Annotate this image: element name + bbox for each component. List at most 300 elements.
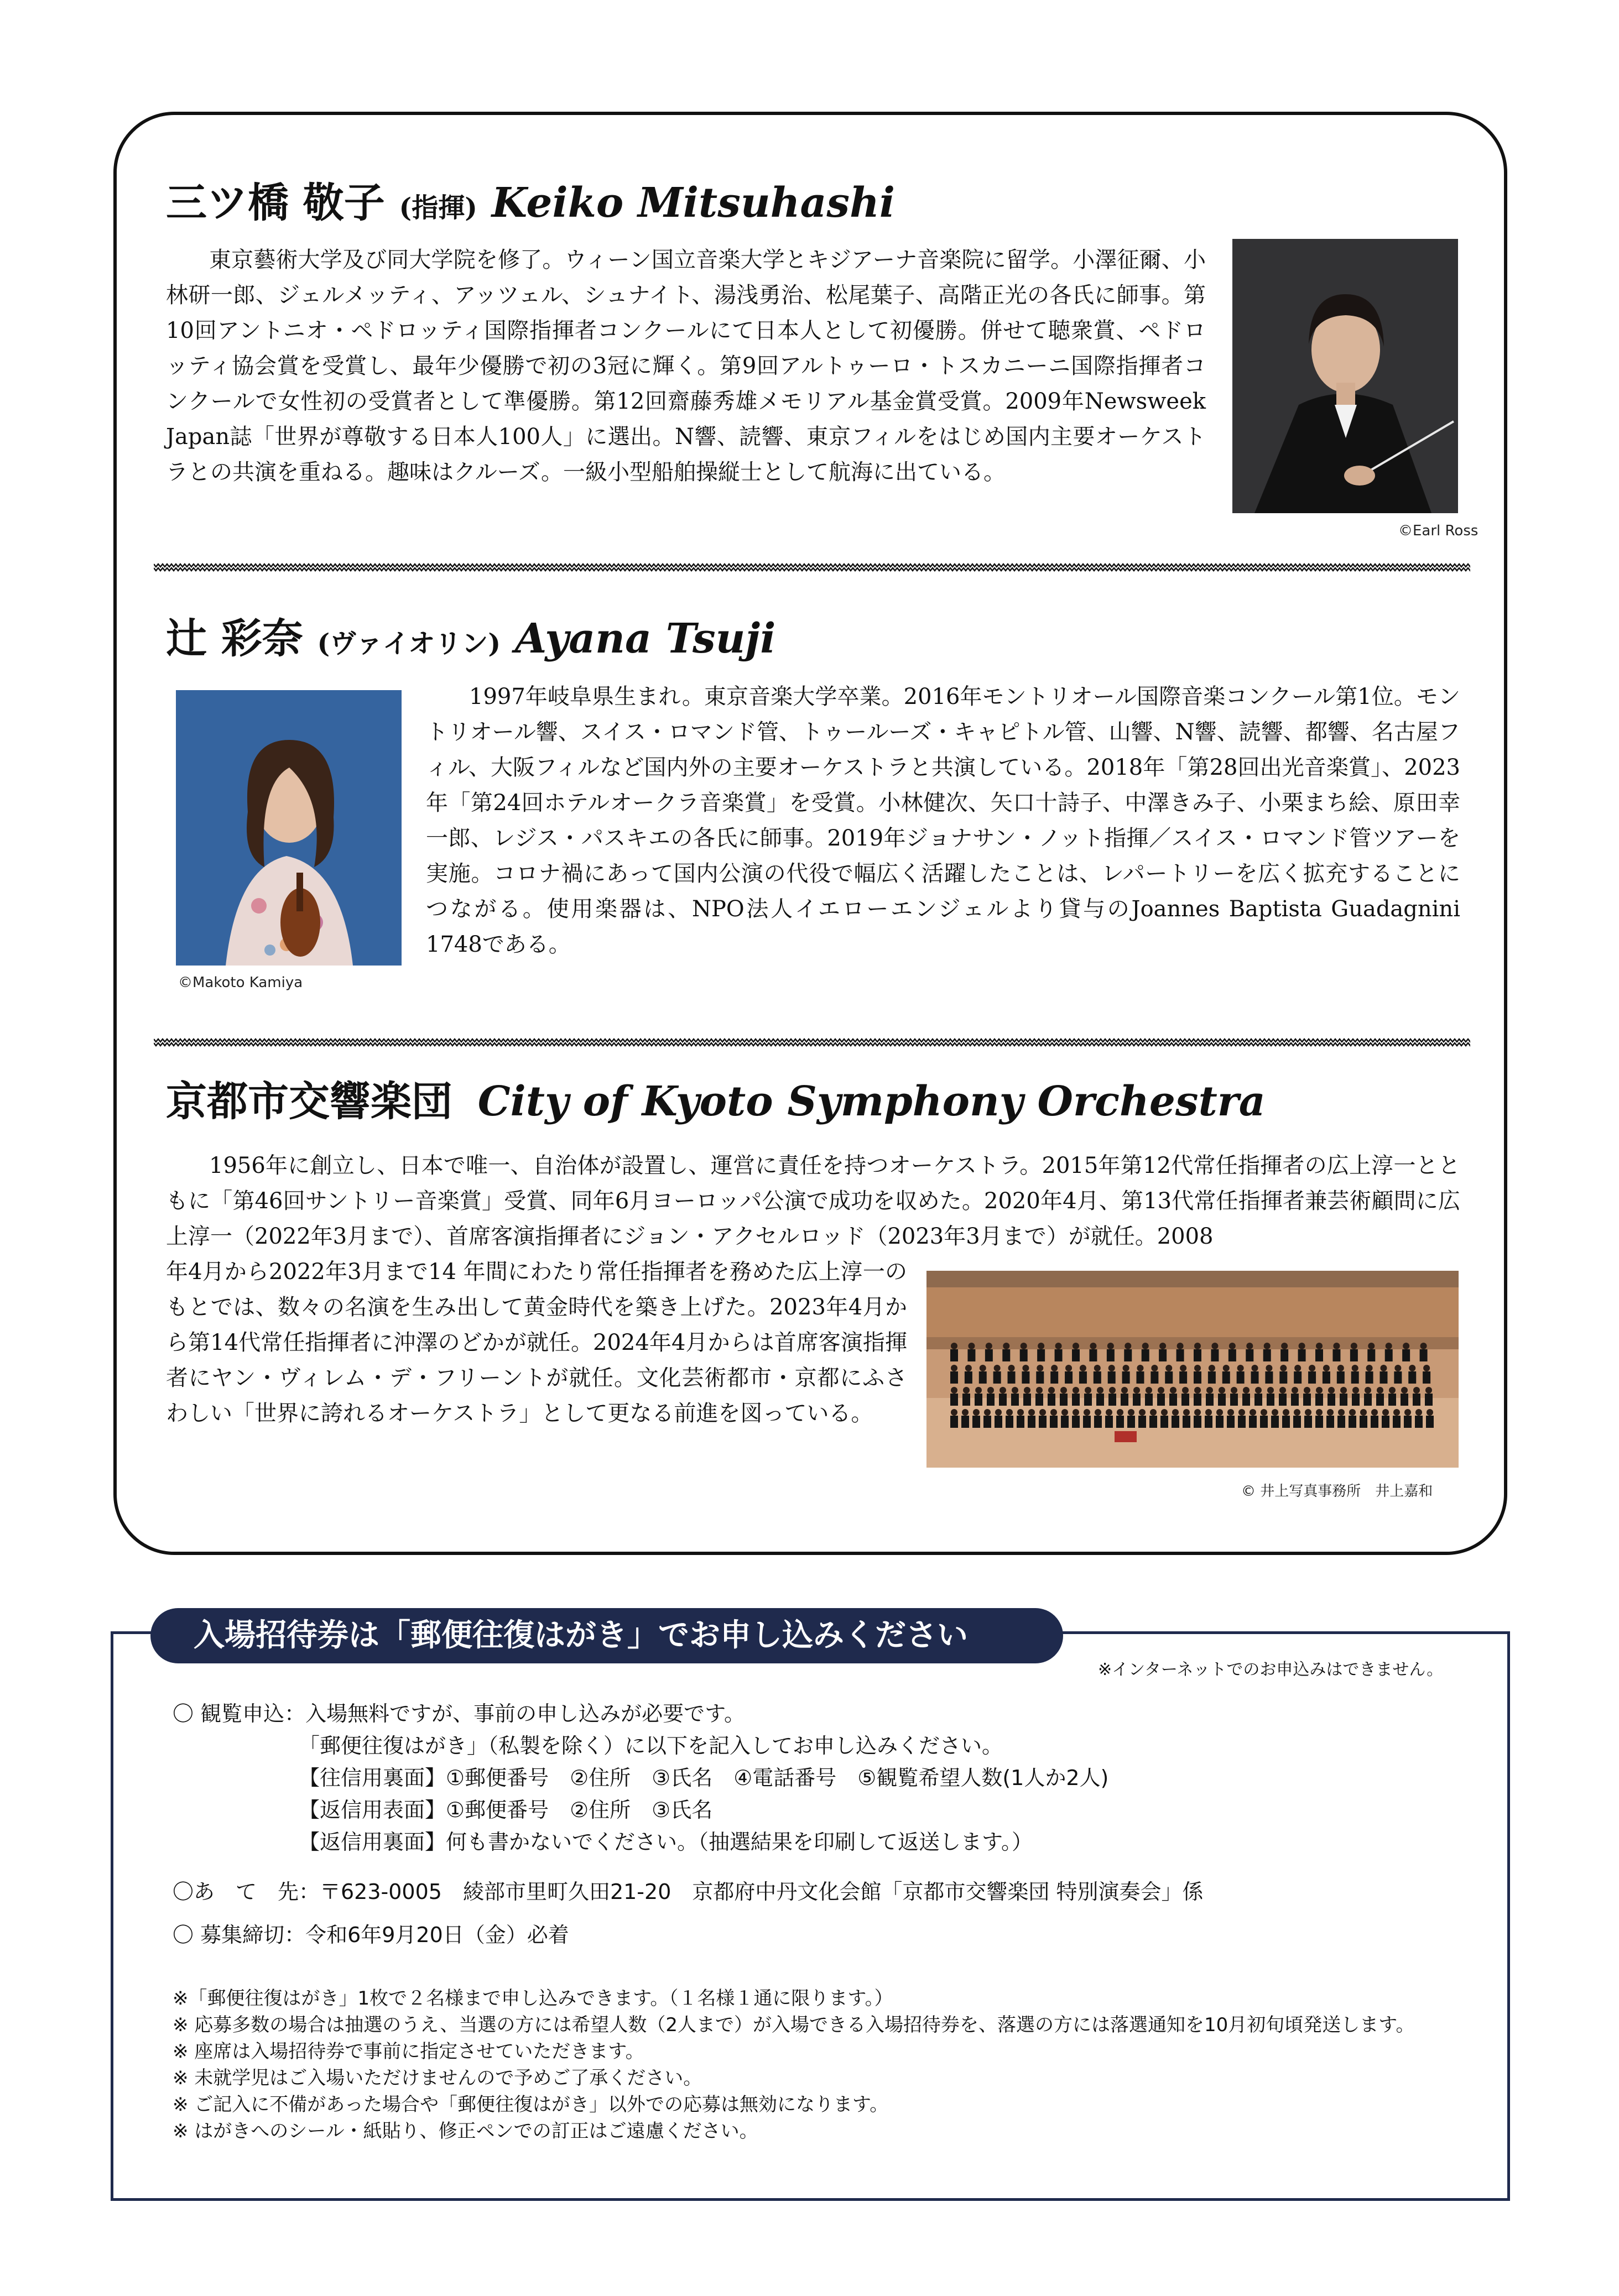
- musician-head: [975, 1387, 982, 1394]
- musician-head: [1371, 1409, 1378, 1416]
- conductor-name-en: Keiko Mitsuhashi: [491, 179, 896, 227]
- musician-body: [1107, 1349, 1115, 1361]
- conductor-bio: 東京藝術大学及び同大学院を修了。ウィーン国立音楽大学とキジアーナ音楽院に留学。小澤征爾、小林研一郎、ジェルメッティ、アッツェル、シュナイト、湯浅勇治、松尾葉子、高階正光の各氏に師事。第10回アントニオ・ペドロッティ国際指揮者コンクールにて日本人として初優勝。併せて聴衆賞、ペドロッティ協会賞を受賞し、最年少優勝で初の3冠に輝く。第9回アルトゥーロ・トスカニーニ国際指揮者コンクールで女性初の受賞者として準優勝。第12回齋藤秀雄メモリアル基金賞受賞。2009年Newsweek Japan誌「世界が尊敬する日本人100人」に選出。N響、読響、東京フィルをはじめ国内主要オーケストラとの共演を重ねる。趣味はクルーズ。一級小型船舶操縦士として航海に出ている。: [166, 247, 1228, 485]
- musician-body: [950, 1394, 958, 1406]
- musician-body: [1050, 1371, 1058, 1384]
- musician-head: [1055, 1343, 1062, 1349]
- musician-body: [1376, 1394, 1384, 1406]
- musician-head: [1108, 1365, 1115, 1371]
- musician-head: [1206, 1387, 1213, 1394]
- musician-body: [965, 1371, 972, 1384]
- musician-body: [1036, 1371, 1044, 1384]
- apply-line-3: 【往信用裏面】①郵便番号 ②住所 ③氏名 ④電話番号 ⑤観覧希望人数(1人か2人): [299, 1766, 1109, 1790]
- musician-body: [1206, 1394, 1214, 1406]
- musician-head: [1427, 1409, 1433, 1416]
- musician-head: [1420, 1343, 1427, 1349]
- musician-body: [1337, 1416, 1345, 1428]
- musician-body: [1159, 1349, 1167, 1361]
- musician-body: [993, 1371, 1001, 1384]
- musician-body: [1364, 1394, 1372, 1406]
- musician-head: [1360, 1409, 1367, 1416]
- musician-body: [1072, 1394, 1080, 1406]
- musician-head: [1137, 1365, 1143, 1371]
- musician-body: [1282, 1416, 1290, 1428]
- musician-body: [1149, 1416, 1157, 1428]
- note-item: ※ ご記入に不備があった場合や「郵便往復はがき」以外での応募は無効になります。: [173, 2094, 889, 2116]
- musician-body: [1142, 1349, 1149, 1361]
- musician-body: [1423, 1371, 1430, 1384]
- no-internet-note: ※インターネットでのお申込みはできません。: [1098, 1660, 1444, 1679]
- orchestra-heading: [166, 1078, 1266, 1125]
- musician-head: [1051, 1365, 1058, 1371]
- musician-body: [1133, 1394, 1141, 1406]
- musician-body: [950, 1371, 958, 1384]
- musician-body: [1179, 1371, 1187, 1384]
- musician-head: [1327, 1409, 1334, 1416]
- musician-head: [973, 1409, 980, 1416]
- musician-body: [1116, 1416, 1124, 1428]
- conductor-name-jp: 三ツ橋 敬子: [166, 179, 385, 227]
- musician-head: [1090, 1343, 1096, 1349]
- musician-body: [1298, 1349, 1306, 1361]
- musician-body: [1388, 1394, 1396, 1406]
- musician-body: [1315, 1416, 1323, 1428]
- musician-head: [995, 1409, 1002, 1416]
- musician-body: [1006, 1416, 1013, 1428]
- musician-body: [987, 1394, 995, 1406]
- musician-body: [1089, 1349, 1097, 1361]
- musician-body: [985, 1349, 993, 1361]
- musician-body: [1176, 1349, 1184, 1361]
- musician-head: [1264, 1343, 1271, 1349]
- musician-head: [987, 1387, 994, 1394]
- musician-body: [1271, 1416, 1279, 1428]
- musician-body: [1160, 1416, 1168, 1428]
- musician-body: [961, 1416, 969, 1428]
- musician-head: [1128, 1409, 1134, 1416]
- musician-body: [1194, 1371, 1201, 1384]
- musician-head: [1216, 1409, 1223, 1416]
- musician-head: [1177, 1343, 1184, 1349]
- musician-head: [1316, 1343, 1323, 1349]
- musician-head: [1250, 1409, 1256, 1416]
- musician-body: [1218, 1394, 1226, 1406]
- musician-head: [1194, 1409, 1201, 1416]
- musician-head: [965, 1365, 972, 1371]
- orchestra-photo: [926, 1271, 1459, 1468]
- musician-body: [1251, 1371, 1259, 1384]
- musician-body: [1008, 1371, 1016, 1384]
- musician-body: [1404, 1416, 1412, 1428]
- note-item: ※ 未就学児はご入場いただけませんので予めご了承ください。: [173, 2067, 702, 2089]
- musician-head: [1094, 1365, 1101, 1371]
- musician-body: [1020, 1349, 1028, 1361]
- musician-head: [1150, 1409, 1157, 1416]
- musician-body: [1385, 1349, 1393, 1361]
- musician-head: [1073, 1409, 1079, 1416]
- musician-body: [1108, 1371, 1116, 1384]
- musician-body: [1393, 1416, 1401, 1428]
- musician-head: [1366, 1365, 1373, 1371]
- musician-head: [1351, 1343, 1357, 1349]
- musician-head: [986, 1343, 992, 1349]
- musician-head: [962, 1409, 969, 1416]
- musician-head: [1340, 1387, 1347, 1394]
- musician-head: [1008, 1365, 1015, 1371]
- musician-head: [1380, 1365, 1387, 1371]
- musician-body: [1238, 1416, 1246, 1428]
- musician-head: [1050, 1409, 1057, 1416]
- musician-body: [1096, 1394, 1104, 1406]
- musician-body: [1050, 1416, 1058, 1428]
- musician-head: [1048, 1387, 1055, 1394]
- apply-line-4: 【返信用表面】①郵便番号 ②住所 ③氏名: [299, 1798, 713, 1822]
- musician-head: [1080, 1365, 1086, 1371]
- musician-body: [972, 1416, 980, 1428]
- musician-head: [1413, 1387, 1420, 1394]
- musician-body: [1420, 1349, 1428, 1361]
- musician-body: [1205, 1416, 1212, 1428]
- musician-head: [1161, 1409, 1168, 1416]
- musician-body: [962, 1394, 970, 1406]
- conductor-photo: [1232, 239, 1458, 513]
- musician-body: [1304, 1416, 1312, 1428]
- musician-body: [1265, 1371, 1273, 1384]
- musician-body: [1065, 1371, 1073, 1384]
- musician-head: [1211, 1343, 1218, 1349]
- musician-body: [1194, 1416, 1201, 1428]
- musician-head: [1365, 1387, 1371, 1394]
- musician-body: [1222, 1371, 1230, 1384]
- musician-head: [1107, 1343, 1114, 1349]
- section-divider: [154, 562, 1470, 572]
- musician-head: [1209, 1365, 1215, 1371]
- note-item: ※ はがきへのシール・紙貼り、修正ペンでの訂正はご遠慮ください。: [173, 2120, 758, 2142]
- musician-body: [1280, 1349, 1288, 1361]
- section-divider: [154, 1037, 1470, 1047]
- musician-head: [1292, 1387, 1298, 1394]
- musician-body: [1366, 1371, 1373, 1384]
- musician-head: [1323, 1365, 1330, 1371]
- musician-head: [1073, 1343, 1079, 1349]
- musician-head: [1328, 1387, 1335, 1394]
- musician-body: [1260, 1416, 1268, 1428]
- musician-body: [1037, 1349, 1045, 1361]
- musician-body: [1094, 1371, 1101, 1384]
- musician-body: [1379, 1371, 1387, 1384]
- musician-head: [1266, 1365, 1272, 1371]
- musician-head: [1394, 1365, 1401, 1371]
- musician-body: [1332, 1349, 1340, 1361]
- musician-body: [1151, 1371, 1158, 1384]
- apply-line-1: 〇 観覧申込：入場無料ですが、事前の申し込みが必要です。: [173, 1702, 746, 1726]
- musician-body: [1349, 1416, 1356, 1428]
- musician-body: [1022, 1371, 1029, 1384]
- musician-head: [1299, 1343, 1305, 1349]
- musician-head: [951, 1387, 957, 1394]
- violinist-role: (ヴァイオリン): [317, 628, 501, 659]
- musician-body: [999, 1394, 1007, 1406]
- note-item: ※ 座席は入場招待券で事前に指定させていただきます。: [173, 2041, 644, 2063]
- musician-body: [1315, 1394, 1323, 1406]
- violinist-name-en: Ayana Tsuji: [514, 615, 776, 662]
- musician-body: [1079, 1371, 1087, 1384]
- musician-body: [1039, 1416, 1047, 1428]
- musician-body: [1294, 1371, 1302, 1384]
- musician-body: [1084, 1394, 1092, 1406]
- musician-head: [1219, 1387, 1225, 1394]
- musician-head: [1021, 1343, 1027, 1349]
- musician-body: [1172, 1416, 1179, 1428]
- musician-body: [1352, 1394, 1360, 1406]
- musician-body: [1194, 1349, 1201, 1361]
- musician-body: [1072, 1416, 1080, 1428]
- violinist-heading: [166, 615, 776, 662]
- musician-body: [1340, 1394, 1347, 1406]
- musician-body: [1181, 1394, 1189, 1406]
- musician-body: [1138, 1416, 1146, 1428]
- conductor-role: (指揮): [399, 192, 477, 223]
- musician-body: [1413, 1394, 1420, 1406]
- musician-head: [1403, 1343, 1409, 1349]
- musician-body: [1382, 1416, 1389, 1428]
- musician-body: [1145, 1394, 1153, 1406]
- musician-body: [1121, 1394, 1128, 1406]
- musician-head: [1409, 1365, 1415, 1371]
- apply-line-5: 【返信用裏面】何も書かないでください。（抽選結果を印刷して返送します。）: [299, 1830, 1033, 1854]
- musician-head: [1252, 1365, 1258, 1371]
- violinist-photo-credit: ©Makoto Kamiya: [178, 974, 303, 991]
- musician-head: [1158, 1387, 1164, 1394]
- musician-head: [1065, 1365, 1072, 1371]
- musician-body: [1425, 1394, 1433, 1406]
- musician-head: [1028, 1409, 1035, 1416]
- musician-body: [1002, 1349, 1010, 1361]
- musician-body: [1072, 1349, 1080, 1361]
- musician-head: [1024, 1387, 1030, 1394]
- musician-head: [1281, 1343, 1288, 1349]
- musician-body: [1094, 1416, 1102, 1428]
- musician-body: [1291, 1394, 1299, 1406]
- musician-head: [1006, 1409, 1013, 1416]
- musician-head: [1377, 1387, 1383, 1394]
- musician-body: [1122, 1371, 1130, 1384]
- musician-body: [1011, 1394, 1019, 1406]
- musician-head: [1237, 1365, 1244, 1371]
- musician-head: [1229, 1343, 1236, 1349]
- musician-head: [1165, 1365, 1172, 1371]
- musician-head: [1349, 1409, 1356, 1416]
- musician-head: [1159, 1343, 1166, 1349]
- musician-head: [1272, 1409, 1278, 1416]
- musician-head: [963, 1387, 970, 1394]
- musician-body: [1246, 1349, 1253, 1361]
- musician-head: [1294, 1365, 1301, 1371]
- musician-head: [1382, 1409, 1389, 1416]
- musician-head: [1073, 1387, 1079, 1394]
- violinist-name-jp: 辻 彩奈: [166, 615, 303, 662]
- musician-head: [1095, 1409, 1101, 1416]
- musician-head: [1267, 1387, 1274, 1394]
- musician-body: [1426, 1416, 1434, 1428]
- musician-head: [1012, 1387, 1018, 1394]
- musician-body: [967, 1349, 975, 1361]
- musician-head: [1316, 1409, 1323, 1416]
- musician-body: [1308, 1371, 1316, 1384]
- musician-head: [1246, 1343, 1253, 1349]
- musician-head: [1151, 1365, 1158, 1371]
- musician-body: [1028, 1416, 1035, 1428]
- conductor-photo-credit: ©Earl Ross: [1398, 523, 1479, 539]
- musician-head: [1231, 1387, 1237, 1394]
- musician-body: [1183, 1416, 1190, 1428]
- musician-head: [951, 1343, 957, 1349]
- musician-head: [1279, 1387, 1286, 1394]
- musician-head: [1146, 1387, 1152, 1394]
- musician-body: [1157, 1394, 1165, 1406]
- musician-body: [1394, 1371, 1402, 1384]
- musician-head: [1017, 1409, 1024, 1416]
- musician-head: [994, 1365, 1001, 1371]
- violinist-bio: 1997年岐阜県生まれ。東京音楽大学卒業。2016年モントリオール国際音楽コンクール第1位。モントリオール響、スイス・ロマンド管、トゥールーズ・キャピトル管、山響、N響、読響、都響、名古屋フィル、大阪フィルなど国内外の主要オーケストラと共演している。2018年「第28回出光音楽賞」、2023年「第24回ホテルオークラ音楽賞」を受賞。小林健次、矢口十詩子、中澤きみ子、小栗まち絵、原田幸一郎、レジス・パスキエの各氏に師事。2019年ジョナサン・ノット指揮／スイス・ロマンド管ツアーを実施。コロナ禍にあって国内公演の代役で幅広く活躍したことは、レパートリーを広く拡充することにつながる。使用楽器は、NPO法人イエローエンジェルより貸与のJoannes Baptista Guadagnini 1748である。: [426, 684, 1460, 957]
- musician-head: [1139, 1409, 1146, 1416]
- musician-body: [1263, 1349, 1271, 1361]
- musician-head: [1280, 1365, 1287, 1371]
- musician-body: [1055, 1349, 1063, 1361]
- musician-head: [1423, 1365, 1430, 1371]
- musician-head: [984, 1409, 991, 1416]
- musician-body: [1328, 1394, 1335, 1406]
- musician-head: [1352, 1387, 1359, 1394]
- conductor-heading: [166, 179, 896, 227]
- orchestra-bio-wrap: 年4月から2022年3月まで14 年間にわたり常任指揮者を務めた広上淳一のもとでは、数々の名演を生み出して黄金時代を築き上げた。2023年4月から第14代常任指揮者に沖澤のどかが就任。2024年4月からは首席客演指揮者にヤン・ヴィレム・デ・フリーントが就任。文化芸術都市・京都にふさわしい「世界に誇れるオーケストラ」として更なる前進を図っている。: [166, 1259, 907, 1426]
- musician-head: [1133, 1387, 1140, 1394]
- musician-head: [1036, 1387, 1043, 1394]
- musician-head: [1037, 1365, 1043, 1371]
- musician-head: [1172, 1409, 1179, 1416]
- musician-head: [1038, 1343, 1044, 1349]
- musician-body: [1360, 1416, 1367, 1428]
- deadline-line: 〇 募集締切：令和6年9月20日（金）必着: [173, 1923, 569, 1947]
- musician-body: [1060, 1394, 1068, 1406]
- musician-head: [1194, 1387, 1201, 1394]
- musician-head: [1205, 1409, 1212, 1416]
- musician-body: [1169, 1394, 1177, 1406]
- musician-body: [1083, 1416, 1091, 1428]
- musician-body: [1017, 1416, 1024, 1428]
- musician-body: [1228, 1349, 1236, 1361]
- musician-head: [1368, 1343, 1375, 1349]
- musician-head: [1106, 1409, 1112, 1416]
- musician-head: [1316, 1387, 1323, 1394]
- musician-body: [983, 1416, 991, 1428]
- note-item: ※「郵便往復はがき」1枚で２名様まで申し込みできます。（１名様１通に限ります。）: [173, 1987, 893, 2010]
- musician-head: [1223, 1365, 1230, 1371]
- orchestra-photo-credit: © 井上写真事務所 井上嘉和: [1241, 1483, 1433, 1500]
- apply-line-2: 「郵便往復はがき」（私製を除く）に以下を記入してお申し込みください。: [299, 1734, 1003, 1758]
- orchestra-name-jp: 京都市交響楽団: [166, 1078, 452, 1125]
- musician-body: [1136, 1371, 1144, 1384]
- musician-head: [980, 1365, 986, 1371]
- musician-head: [951, 1365, 957, 1371]
- musician-head: [1097, 1387, 1103, 1394]
- musician-body: [950, 1416, 958, 1428]
- musician-body: [1048, 1394, 1055, 1406]
- musician-head: [1117, 1409, 1123, 1416]
- musician-head: [1170, 1387, 1176, 1394]
- musician-head: [1294, 1409, 1300, 1416]
- musician-body: [1293, 1416, 1301, 1428]
- violinist-photo: [176, 690, 402, 966]
- musician-body: [1165, 1371, 1173, 1384]
- musician-head: [1352, 1365, 1358, 1371]
- musician-head: [1142, 1343, 1149, 1349]
- musician-body: [1323, 1371, 1330, 1384]
- musician-body: [1194, 1394, 1201, 1406]
- musician-body: [1303, 1394, 1311, 1406]
- musician-head: [1183, 1409, 1190, 1416]
- musician-head: [1393, 1409, 1400, 1416]
- musician-head: [1180, 1365, 1186, 1371]
- musician-body: [950, 1349, 958, 1361]
- musician-head: [1194, 1365, 1201, 1371]
- musician-head: [1333, 1343, 1340, 1349]
- address-line: 〇あ て 先：〒623-0005 綾部市里町久田21-20 京都府中丹文化会館「京都市交響楽団 特別演奏会」係: [173, 1880, 1204, 1904]
- musician-head: [1425, 1387, 1432, 1394]
- musician-head: [1125, 1343, 1131, 1349]
- musician-body: [1208, 1371, 1216, 1384]
- musician-body: [1350, 1349, 1358, 1361]
- musician-body: [1279, 1371, 1287, 1384]
- musician-body: [1108, 1394, 1116, 1406]
- musician-body: [1351, 1371, 1359, 1384]
- musician-head: [1084, 1409, 1090, 1416]
- musician-head: [999, 1387, 1006, 1394]
- musician-body: [1105, 1416, 1113, 1428]
- musician-head: [1261, 1409, 1267, 1416]
- musician-head: [968, 1343, 975, 1349]
- musician-head: [1338, 1409, 1345, 1416]
- notes-list: [173, 1985, 1415, 2144]
- orchestra-name-en: City of Kyoto Symphony Orchestra: [477, 1078, 1266, 1125]
- musician-head: [1121, 1387, 1128, 1394]
- musician-body: [1367, 1349, 1375, 1361]
- musician-body: [1227, 1416, 1235, 1428]
- application-banner: 入場招待券は「郵便往復はがき」でお申し込みください: [150, 1608, 1063, 1663]
- musician-body: [1127, 1416, 1135, 1428]
- musician-head: [1003, 1343, 1009, 1349]
- musician-body: [1337, 1371, 1345, 1384]
- musician-head: [1022, 1365, 1029, 1371]
- musician-head: [1060, 1387, 1067, 1394]
- note-item: ※ 応募多数の場合は抽選のうえ、当選の方には希望人数（2人まで）が入場できる入場招待券を、落選の方には落選通知を10月初旬頃発送します。: [173, 2014, 1415, 2036]
- musician-body: [979, 1371, 987, 1384]
- musician-body: [1401, 1394, 1408, 1406]
- musician-body: [1249, 1416, 1257, 1428]
- musician-body: [995, 1416, 1002, 1428]
- musician-head: [1039, 1409, 1046, 1416]
- musician-body: [1230, 1394, 1238, 1406]
- musician-body: [1415, 1416, 1423, 1428]
- musician-body: [1254, 1394, 1262, 1406]
- musician-head: [1404, 1409, 1411, 1416]
- musician-head: [1227, 1409, 1234, 1416]
- musician-head: [1304, 1387, 1310, 1394]
- musician-head: [1061, 1409, 1068, 1416]
- musician-head: [1283, 1409, 1289, 1416]
- musician-head: [1389, 1387, 1396, 1394]
- musician-head: [1305, 1409, 1311, 1416]
